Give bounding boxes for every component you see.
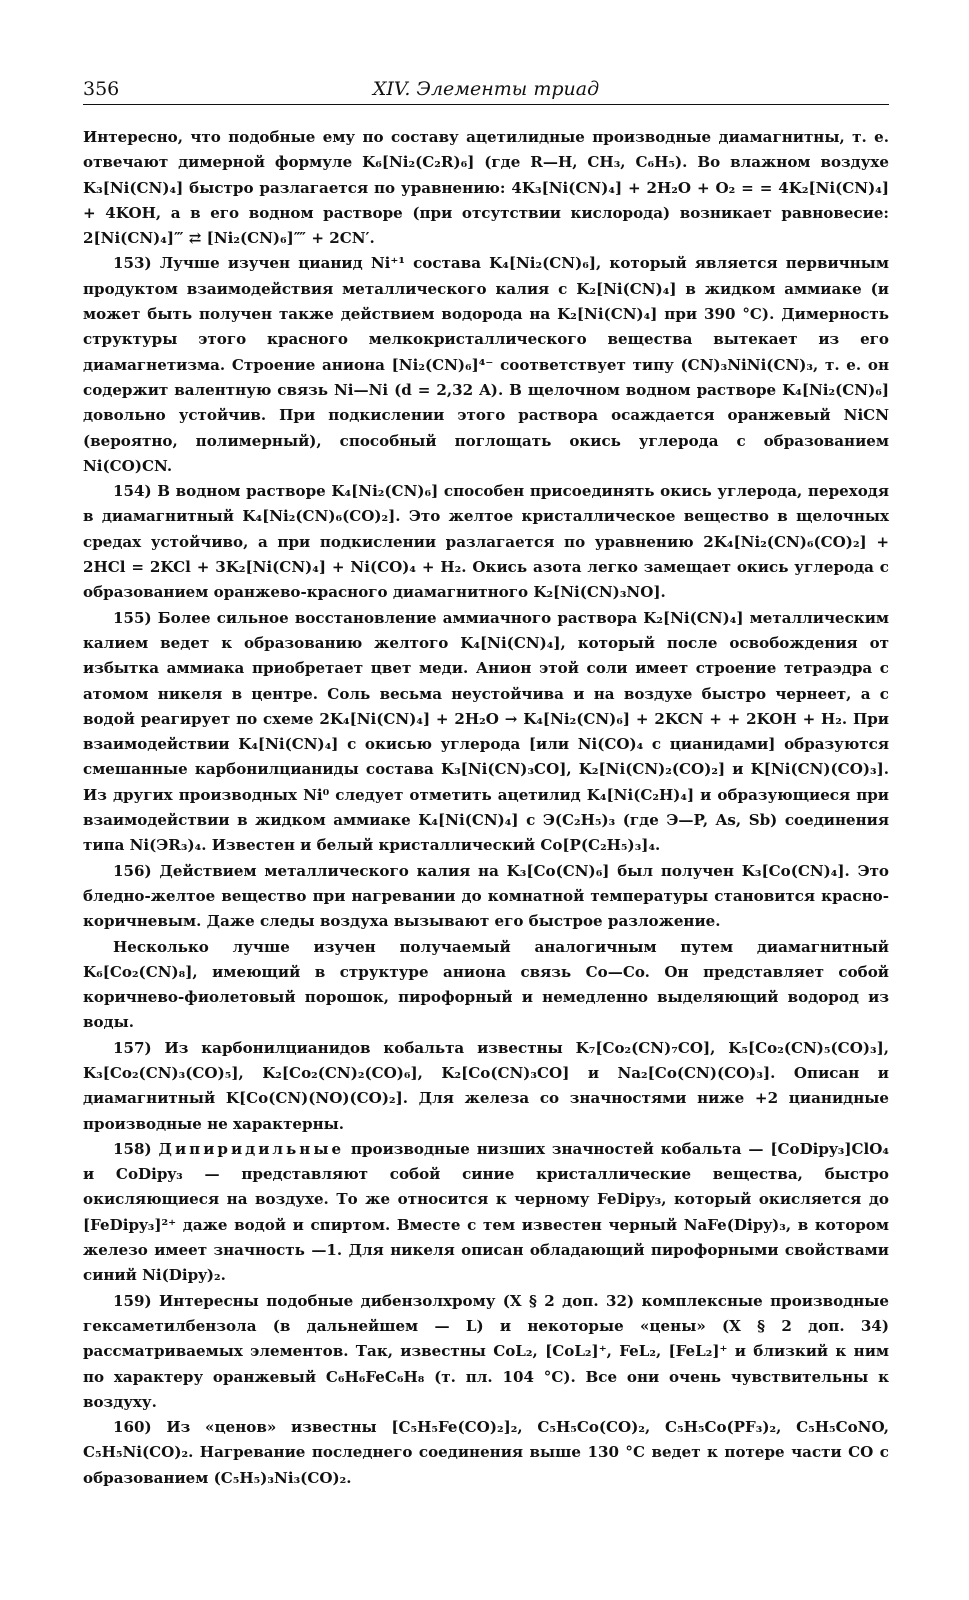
paragraph-intro: Интересно, что подобные ему по составу ацетилидные производные диамагнитны, т. е. отвечают димерной формуле K₆[Ni₂(C₂R)₆] (где R—H, CH₃, C₆H₅). Во влажном воздухе K₃[Ni(CN)₄] быстро разлагается по уравнению: 4K₃[Ni(CN)₄] + 2H₂O + O₂ = = 4K₂[Ni(CN)₄] + 4KOH, а в его водном растворе (при отсутствии кислорода) возникает равновесие: 2[Ni(CN)₄]‴ ⇄ [Ni₂(CN)₆]⁗ + 2CN′. xyxy=(83,128,889,248)
paragraph-158-number: 158) xyxy=(113,1139,159,1158)
paragraph-158-text: производные низших значностей кобальта — [CoDipy₃]ClO₄ и CoDipy₃ — представляют собой синие кристаллические вещества, быстро окисляющиеся на воздухе. То же относится к черному FeDipy₃, который окисляется до [FeDipy₃]²⁺ даже водой и спиртом. Вместе с тем известен черный NaFe(Dipy)₃, в котором железо имеет значность —1. Для никеля описан обладающий пирофорными свойствами синий Ni(Dipy)₂. xyxy=(83,1139,890,1285)
paragraph-156-continued: Несколько лучше изучен получаемый аналогичным путем диамагнитный K₆[Co₂(CN)₈], имеющий в структуре аниона связь Co—Co. Он представляет собой коричнево-фиолетовый порошок, пирофорный и немедленно выделяющий водород из воды. xyxy=(83,937,889,1032)
running-title: XIV. Элементы триад xyxy=(372,78,600,100)
paragraph-157: 157) Из карбонилцианидов кобальта известны K₇[Co₂(CN)₇CO], K₅[Co₂(CN)₅(CO)₃], K₃[Co₂(CN)₃(CO)₅], K₂[Co₂(CN)₂(CO)₆], K₂[Co(CN)₃CO] и Na₂[Co(CN)(CO)₃]. Описан и диамагнитный K[Co(CN)(NO)(CO)₂]. Для железа со значностями ниже +2 цианидные производные не характерны. xyxy=(83,1038,889,1133)
paragraph-158-spaced-term: Дипиридильные xyxy=(158,1139,345,1158)
paragraph-156: 156) Действием металлического калия на K₃[Co(CN)₆] был получен K₃[Co(CN)₄]. Это бледно-желтое вещество при нагревании до комнатной температуры становится красно-коричневым. Даже следы воздуха вызывают его быстрое разложение. xyxy=(83,861,889,931)
paragraph-159: 159) Интересны подобные дибензолхрому (X § 2 доп. 32) комплексные производные гексаметилбензола (в дальнейшем — L) и некоторые «цены» (X § 2 доп. 34) рассматриваемых элементов. Так, известны CoL₂, [CoL₂]⁺, FeL₂, [FeL₂]⁺ и близкий к ним по характеру оранжевый C₆H₆FeC₆H₈ (т. пл. 104 °C). Все они очень чувствительны к воздуху. xyxy=(83,1291,889,1411)
page-body xyxy=(83,125,889,1491)
page-number: 356 xyxy=(83,78,120,100)
paragraph-154: 154) В водном растворе K₄[Ni₂(CN)₆] способен присоединять окись углерода, переходя в диамагнитный K₄[Ni₂(CN)₆(CO)₂]. Это желтое кристаллическое вещество в щелочных средах устойчиво, а при подкислении разлагается по уравнению 2K₄[Ni₂(CN)₆(CO)₂] + 2HCl = 2KCl + 3K₂[Ni(CN)₄] + Ni(CO)₄ + H₂. Окись азота легко замещает окись углерода с образованием оранжево-красного диамагнитного K₂[Ni(CN)₃NO]. xyxy=(83,482,889,602)
page-header xyxy=(83,74,889,105)
paragraph-160: 160) Из «ценов» известны [C₅H₅Fe(CO)₂]₂, C₅H₅Co(CO)₂, C₅H₅Co(PF₃)₂, C₅H₅CoNO, C₅H₅Ni(CO)₂. Нагревание последнего соединения выше 130 °C ведет к потере части CO с образованием (C₅H₅)₃Ni₃(CO)₂. xyxy=(83,1418,889,1487)
paragraph-153: 153) Лучше изучен цианид Ni⁺¹ состава K₄[Ni₂(CN)₆], который является первичным продуктом взаимодействия металлического калия с K₂[Ni(CN)₄] в жидком аммиаке (и может быть получен также действием водорода на K₂[Ni(CN)₄] при 390 °C). Димерность структуры этого красного мелкокристаллического вещества вытекает из его диамагнетизма. Строение аниона [Ni₂(CN)₆]⁴⁻ соответствует типу (CN)₃NiNi(CN)₃, т. е. он содержит валентную связь Ni—Ni (d = 2,32 A). В щелочном водном растворе K₄[Ni₂(CN)₆] довольно устойчив. При подкислении этого раствора осаждается оранжевый NiCN (вероятно, полимерный), способный поглощать окись углерода с образованием Ni(CO)CN. xyxy=(83,254,889,475)
paragraph-158 xyxy=(83,1137,889,1289)
paragraph-155: 155) Более сильное восстановление аммиачного раствора K₂[Ni(CN)₄] металлическим калием ведет к образованию желтого K₄[Ni(CN)₄], который после освобождения от избытка аммиака приобретает цвет меди. Анион этой соли имеет строение тетраэдра с атомом никеля в центре. Соль весьма неустойчива и на воздухе быстро чернеет, а с водой реагирует по схеме 2K₄[Ni(CN)₄] + 2H₂O → K₄[Ni₂(CN)₆] + 2KCN + + 2KOH + H₂. При взаимодействии K₄[Ni(CN)₄] с окисью углерода [или Ni(CO)₄ с цианидами] образуются смешанные карбонилцианиды состава K₃[Ni(CN)₃CO], K₂[Ni(CN)₂(CO)₂] и K[Ni(CN)(CO)₃]. Из других производных Ni⁰ следует отметить ацетилид K₄[Ni(C₂H)₄] и образующиеся при взаимодействии в жидком аммиаке K₄[Ni(CN)₄] с Э(C₂H₅)₃ (где Э—P, As, Sb) соединения типа Ni(ЭR₃)₄. Известен и белый кристаллический Co[P(C₂H₅)₃]₄. xyxy=(83,608,889,855)
